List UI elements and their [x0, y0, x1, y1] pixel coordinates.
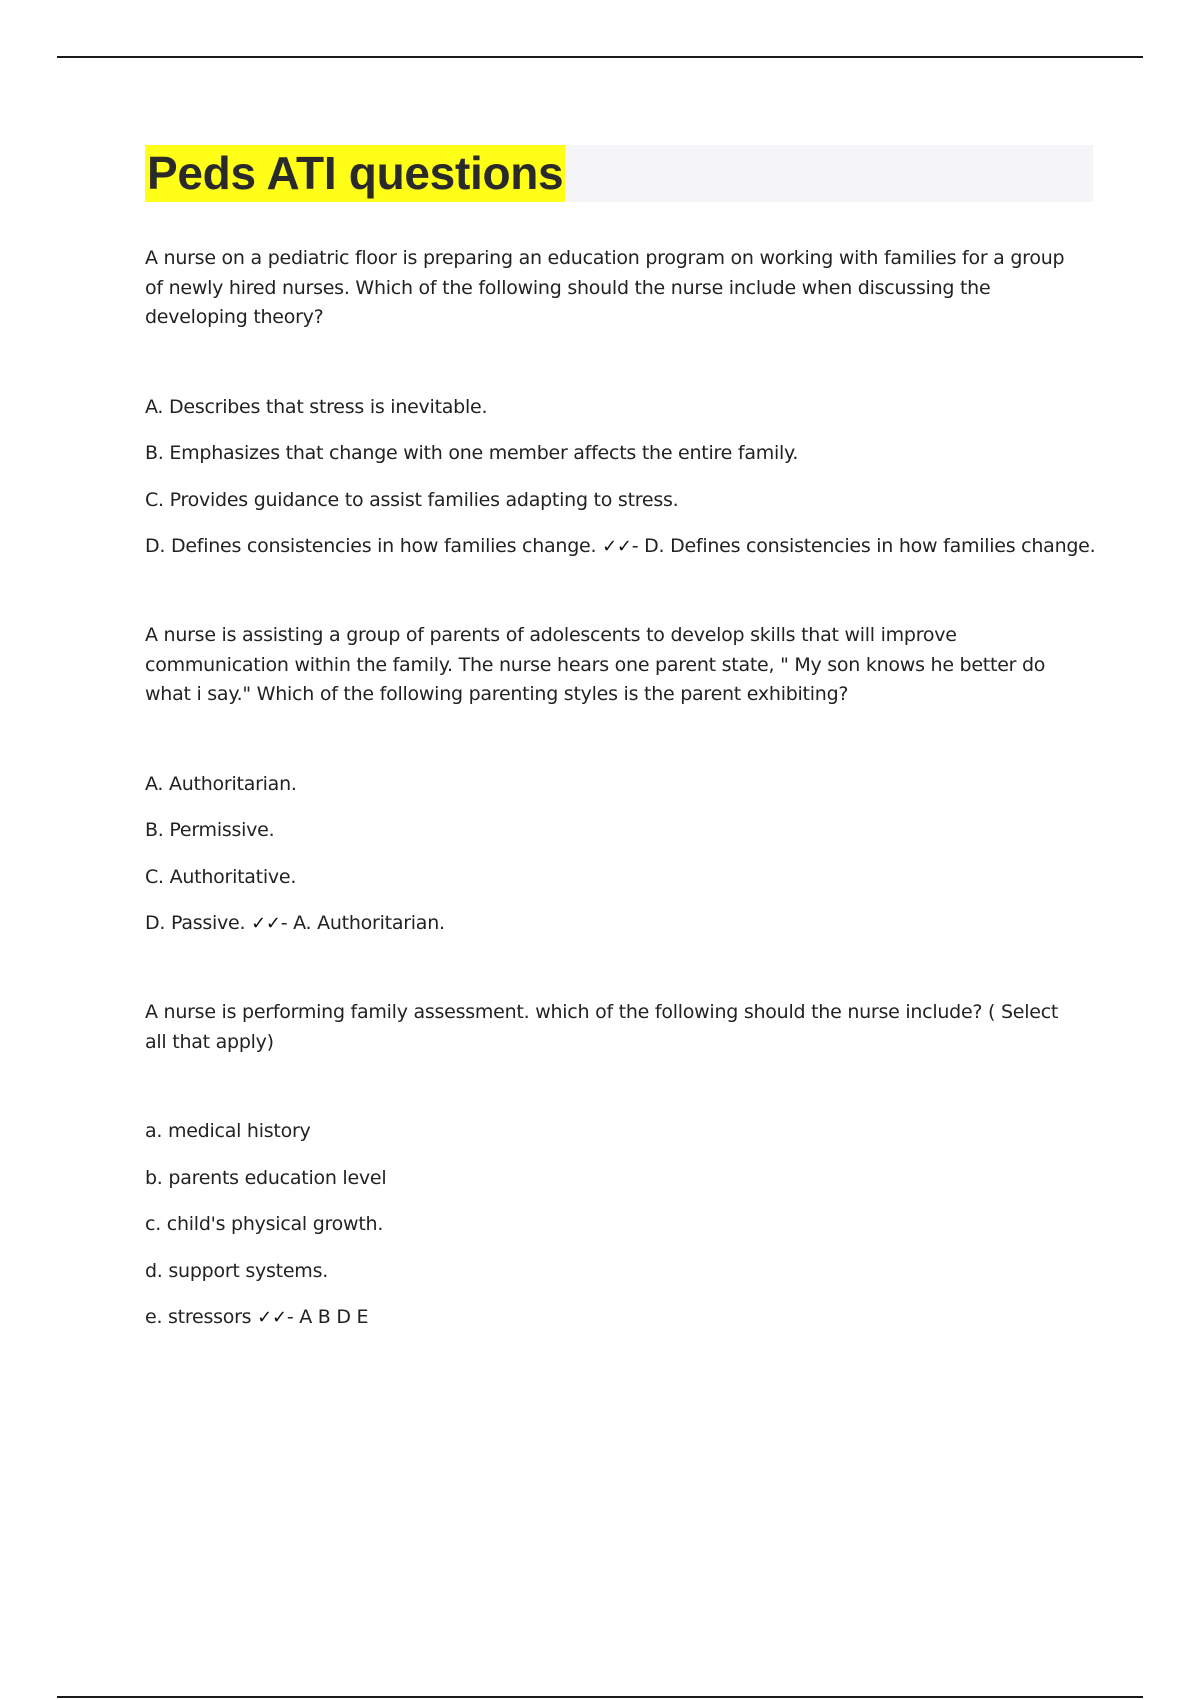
- answer-text: - A B D E: [286, 1306, 369, 1328]
- answer-text: - A. Authoritarian.: [280, 912, 445, 934]
- question-1: [145, 244, 1096, 561]
- question-3: [145, 998, 1085, 1332]
- document-body: [145, 244, 1096, 1332]
- question-text: A nurse on a pediatric floor is preparing an education program on working with families for a group of newly hired nurses. Which of the following should the nurse include when discussing the developing theory?: [145, 247, 1065, 328]
- bottom-rule: [57, 1696, 1143, 1698]
- option-item-with-answer: [145, 1303, 1085, 1332]
- option-item: A. Authoritarian.: [145, 772, 297, 795]
- option-list: [145, 393, 1096, 562]
- option-item-with-answer: [145, 532, 1096, 561]
- question-2: [145, 621, 1085, 938]
- answer-text: - D. Defines consistencies in how families change.: [631, 535, 1096, 557]
- option-item: B. Emphasizes that change with one member affects the entire family.: [145, 442, 799, 464]
- option-text: D. Defines consistencies in how families change.: [145, 535, 597, 557]
- double-check-icon: ✓✓: [257, 1307, 287, 1328]
- option-item: C. Provides guidance to assist families adapting to stress.: [145, 488, 679, 511]
- double-check-icon: ✓✓: [602, 536, 632, 557]
- question-text: A nurse is assisting a group of parents of adolescents to develop skills that will improve communication within the family. The nurse hears one parent state, " My son knows he better do what i say." Which of the following parenting styles is the parent exhibiting?: [145, 624, 1046, 705]
- document-title: Peds ATI questions: [145, 145, 565, 202]
- double-check-icon: ✓✓: [251, 913, 281, 934]
- option-item-with-answer: [145, 909, 1085, 938]
- option-item: a. medical history: [145, 1120, 311, 1142]
- option-item: c. child's physical growth.: [145, 1213, 384, 1235]
- option-item: d. support systems.: [145, 1259, 329, 1282]
- question-text: A nurse is performing family assessment. which of the following should the nurse include? ( Select all that apply): [145, 1001, 1059, 1053]
- option-text: D. Passive.: [145, 912, 246, 934]
- option-item: B. Permissive.: [145, 819, 275, 841]
- option-item: A. Describes that stress is inevitable.: [145, 395, 488, 418]
- option-list: [145, 1117, 1085, 1332]
- option-text: e. stressors: [145, 1306, 252, 1328]
- option-item: C. Authoritative.: [145, 865, 297, 888]
- option-list: [145, 770, 1085, 939]
- option-item: b. parents education level: [145, 1166, 387, 1189]
- top-rule: [57, 56, 1143, 58]
